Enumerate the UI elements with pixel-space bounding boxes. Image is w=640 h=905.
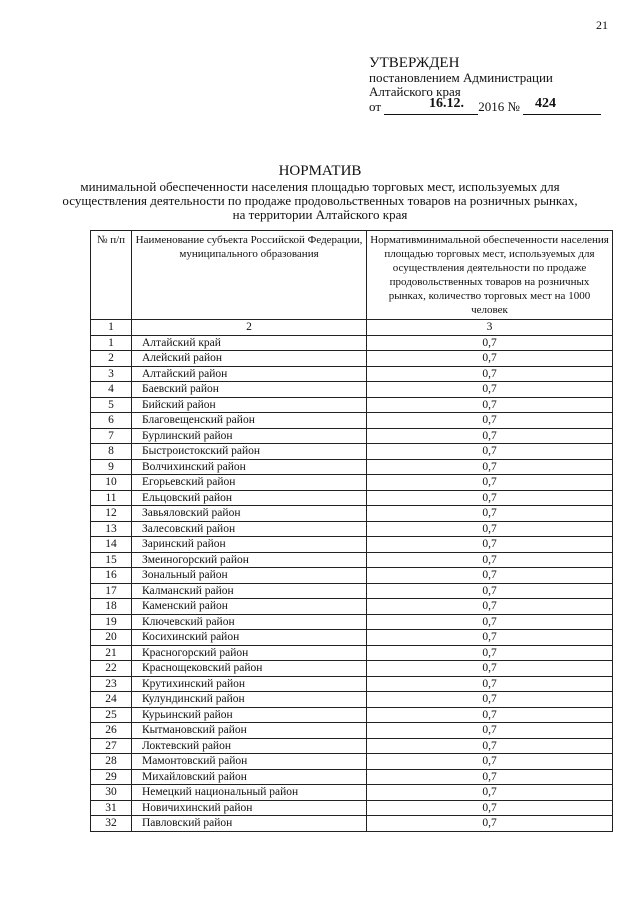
row-value-cell: 0,7 [367,428,613,444]
row-number-cell: 21 [91,645,132,661]
row-value-cell: 0,7 [367,707,613,723]
table-row [91,537,613,553]
row-value-cell: 0,7 [367,583,613,599]
row-value-cell: 0,7 [367,568,613,584]
table-row [91,723,613,739]
document-number-handwritten: 424 [535,96,556,111]
table-row [91,738,613,754]
row-name-cell: Михайловский район [132,769,367,785]
table-row [91,630,613,646]
row-value-cell: 0,7 [367,738,613,754]
row-value-cell: 0,7 [367,645,613,661]
row-name-cell: Зональный район [132,568,367,584]
row-name-cell: Благовещенский район [132,413,367,429]
table-row [91,552,613,568]
row-name-cell: Крутихинский район [132,676,367,692]
row-value-cell: 0,7 [367,382,613,398]
row-value-cell: 0,7 [367,769,613,785]
norm-table [90,230,613,832]
row-value-cell: 0,7 [367,552,613,568]
row-number-cell: 4 [91,382,132,398]
row-name-cell: Павловский район [132,816,367,832]
row-name-cell: Мамонтовский район [132,754,367,770]
row-number-cell: 19 [91,614,132,630]
number-sign: № [507,99,520,114]
row-number-cell: 2 [91,351,132,367]
header-number: № п/п [91,231,132,320]
row-value-cell: 0,7 [367,521,613,537]
header-norm: Нормативминимальной обеспеченности населения площадью торговых мест, используемых для осуществления деятельности по продаже продовольственных товаров на розничных рынках, количество торговых мест на 1000 человек [367,231,613,320]
table-row [91,614,613,630]
row-value-cell: 0,7 [367,661,613,677]
table-row [91,785,613,801]
table-row [91,645,613,661]
table-index-row [91,320,613,336]
document-heading [60,163,580,222]
approval-title: УТВЕРЖДЕН [369,55,460,71]
row-name-cell: Алтайский край [132,335,367,351]
table-header-row [91,231,613,320]
page-number: 21 [596,18,608,32]
row-value-cell: 0,7 [367,506,613,522]
approval-block [369,55,619,117]
row-value-cell: 0,7 [367,444,613,460]
row-number-cell: 16 [91,568,132,584]
table-row [91,769,613,785]
table-row [91,506,613,522]
row-number-cell: 11 [91,490,132,506]
table-row [91,428,613,444]
row-value-cell: 0,7 [367,397,613,413]
date-day-handwritten: 16.12. [429,96,464,111]
row-number-cell: 13 [91,521,132,537]
row-name-cell: Алтайский район [132,366,367,382]
row-name-cell: Косихинский район [132,630,367,646]
row-value-cell: 0,7 [367,413,613,429]
row-name-cell: Залесовский район [132,521,367,537]
table-row [91,366,613,382]
row-value-cell: 0,7 [367,754,613,770]
index-cell-3: 3 [367,320,613,336]
table-row [91,800,613,816]
row-name-cell: Новичихинский район [132,800,367,816]
row-name-cell: Змеиногорский район [132,552,367,568]
row-name-cell: Калманский район [132,583,367,599]
row-name-cell: Каменский район [132,599,367,615]
row-name-cell: Кытмановский район [132,723,367,739]
row-number-cell: 29 [91,769,132,785]
row-number-cell: 32 [91,816,132,832]
row-name-cell: Бийский район [132,397,367,413]
row-number-cell: 9 [91,459,132,475]
row-number-cell: 6 [91,413,132,429]
table-row [91,583,613,599]
row-name-cell: Заринский район [132,537,367,553]
row-value-cell: 0,7 [367,490,613,506]
row-name-cell: Красногорский район [132,645,367,661]
row-name-cell: Курьинский район [132,707,367,723]
row-value-cell: 0,7 [367,614,613,630]
row-value-cell: 0,7 [367,599,613,615]
row-number-cell: 25 [91,707,132,723]
date-year: 2016 [478,99,505,114]
index-cell-2: 2 [132,320,367,336]
row-name-cell: Бурлинский район [132,428,367,444]
row-number-cell: 20 [91,630,132,646]
row-number-cell: 15 [91,552,132,568]
row-number-cell: 18 [91,599,132,615]
date-prefix: от [369,99,382,114]
row-name-cell: Быстроистокский район [132,444,367,460]
row-name-cell: Баевский район [132,382,367,398]
row-value-cell: 0,7 [367,785,613,801]
row-number-cell: 30 [91,785,132,801]
row-value-cell: 0,7 [367,692,613,708]
row-value-cell: 0,7 [367,366,613,382]
table-row [91,599,613,615]
row-number-cell: 26 [91,723,132,739]
row-value-cell: 0,7 [367,537,613,553]
row-value-cell: 0,7 [367,800,613,816]
approval-line-1: постановлением Администрации [369,70,553,85]
table-row [91,661,613,677]
table-row [91,459,613,475]
table-row [91,397,613,413]
row-number-cell: 14 [91,537,132,553]
row-number-cell: 10 [91,475,132,491]
row-number-cell: 12 [91,506,132,522]
approval-line-2: Алтайского края [369,84,461,99]
table-row [91,568,613,584]
table-row [91,444,613,460]
row-number-cell: 22 [91,661,132,677]
row-value-cell: 0,7 [367,351,613,367]
row-name-cell: Завьяловский район [132,506,367,522]
row-name-cell: Егорьевский район [132,475,367,491]
row-number-cell: 3 [91,366,132,382]
row-name-cell: Немецкий национальный район [132,785,367,801]
row-name-cell: Краснощековский район [132,661,367,677]
table-row [91,335,613,351]
table-row [91,692,613,708]
table-row [91,754,613,770]
table-row [91,475,613,491]
table-row [91,816,613,832]
row-number-cell: 7 [91,428,132,444]
row-number-cell: 1 [91,335,132,351]
index-cell-1: 1 [91,320,132,336]
row-name-cell: Ключевский район [132,614,367,630]
row-name-cell: Ельцовский район [132,490,367,506]
row-number-cell: 17 [91,583,132,599]
row-value-cell: 0,7 [367,676,613,692]
row-value-cell: 0,7 [367,475,613,491]
row-number-cell: 24 [91,692,132,708]
row-number-cell: 23 [91,676,132,692]
table-row [91,351,613,367]
row-number-cell: 28 [91,754,132,770]
row-value-cell: 0,7 [367,630,613,646]
row-name-cell: Волчихинский район [132,459,367,475]
table-row [91,490,613,506]
row-number-cell: 5 [91,397,132,413]
table-row [91,413,613,429]
row-number-cell: 27 [91,738,132,754]
row-value-cell: 0,7 [367,723,613,739]
row-name-cell: Алейский район [132,351,367,367]
heading-title: НОРМАТИВ [278,163,362,179]
table-row [91,521,613,537]
row-value-cell: 0,7 [367,335,613,351]
table-row [91,707,613,723]
row-name-cell: Кулундинский район [132,692,367,708]
row-number-cell: 8 [91,444,132,460]
row-name-cell: Локтевский район [132,738,367,754]
heading-subtitle: минимальной обеспеченности населения площадью торговых мест, используемых для осуществления деятельности по продаже продовольственных товаров на розничных рынках, на территории Алтайского края [62,179,578,222]
row-value-cell: 0,7 [367,816,613,832]
table-row [91,382,613,398]
table-row [91,676,613,692]
row-number-cell: 31 [91,800,132,816]
header-name: Наименование субъекта Российской Федерации, муниципального образования [132,231,367,320]
row-value-cell: 0,7 [367,459,613,475]
approval-date-line [369,96,619,117]
